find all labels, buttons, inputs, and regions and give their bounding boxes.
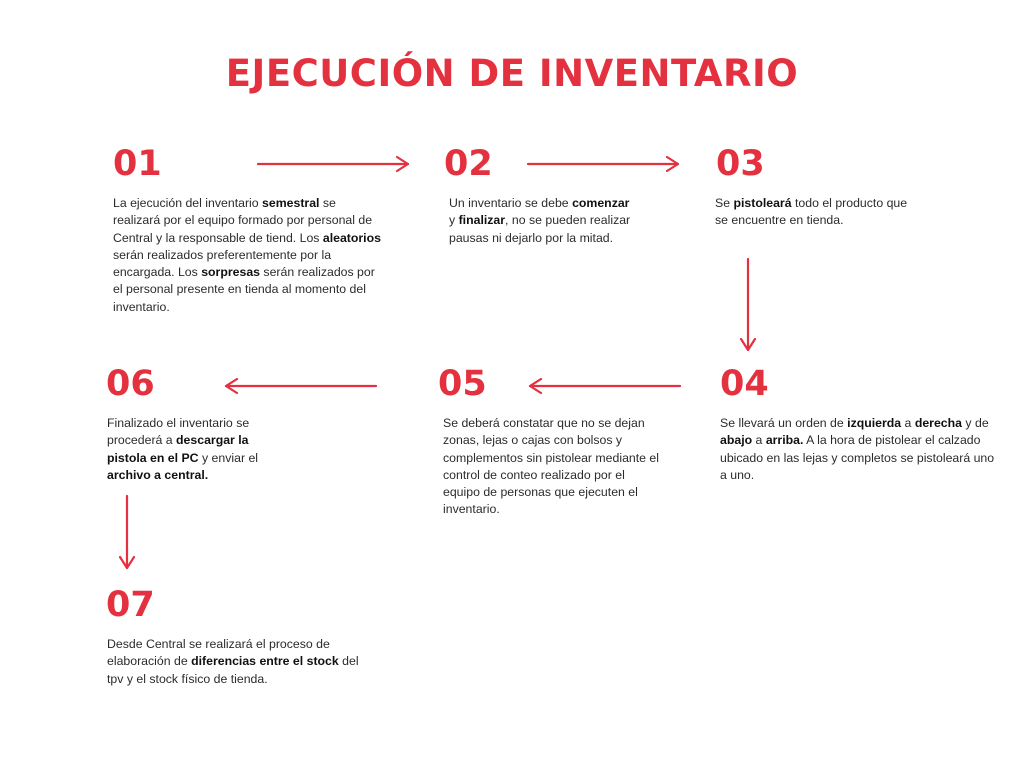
emphasis-text: diferencias entre el stock: [191, 654, 339, 669]
body-text: serán realizados preferentemente por la encargada. Los: [113, 247, 332, 280]
body-text: La ejecución del inventario: [113, 196, 263, 210]
step-02-number: 02: [444, 144, 493, 184]
emphasis-text: derecha: [914, 416, 962, 430]
step-04-number: 04: [720, 364, 769, 404]
page-title: EJECUCIÓN DE INVENTARIO: [225, 52, 799, 95]
body-text: Finalizado el inventario se procederá a: [107, 416, 250, 448]
body-text: del tpv y el stock físico de tienda.: [107, 654, 359, 686]
arrow-down-icon: [741, 259, 755, 350]
body-text: Se deberá constatar que no se dejan zonas, lejas o cajas con bolsos y complementos sin pistolear mediante el control de conteo realizado por el equipo de personas que ejecuten el inventario.: [443, 416, 659, 517]
step-01-number: 01: [113, 144, 162, 184]
body-text: a: [901, 416, 915, 430]
arrow-right-icon: [528, 157, 678, 171]
body-text: y enviar el: [198, 450, 259, 465]
body-text: y de: [962, 416, 989, 430]
body-text: Se: [715, 196, 734, 210]
body-text: y: [449, 213, 459, 228]
step-07-number: 07: [106, 585, 155, 625]
emphasis-text: arriba.: [765, 433, 804, 448]
body-text: Se llevará un orden de: [720, 416, 848, 430]
emphasis-text: descargar la pistola en el PC: [107, 433, 249, 465]
emphasis-text: archivo a central.: [107, 467, 209, 482]
body-text: , no se pueden realizar pausas ni dejarlo por la mitad.: [449, 213, 631, 245]
arrow-left-icon: [226, 379, 376, 393]
emphasis-text: pistoleará: [733, 196, 792, 210]
emphasis-text: sorpresas: [201, 265, 260, 280]
body-text: Un inventario se debe: [449, 196, 573, 210]
body-text: Desde Central se realizará el proceso de elaboración de: [107, 637, 330, 669]
body-text: A la hora de pistolear el calzado ubicado en las lejas y completos se pistoleará uno a uno.: [720, 433, 995, 482]
emphasis-text: izquierda: [847, 416, 902, 430]
emphasis-text: comenzar: [572, 196, 630, 210]
arrow-left-icon: [530, 379, 680, 393]
emphasis-text: finalizar: [458, 213, 506, 228]
step-03-number: 03: [716, 144, 765, 184]
step-06-number: 06: [106, 364, 155, 404]
body-text: serán realizados por el personal presente en tienda al momento del inventario.: [113, 265, 375, 314]
body-text: a: [752, 433, 766, 448]
arrow-right-icon: [258, 157, 408, 171]
body-text: todo el producto que se encuentre en tienda.: [715, 196, 908, 228]
emphasis-text: abajo: [720, 433, 753, 448]
arrow-down-icon: [120, 496, 134, 568]
body-text: se realizará por el equipo formado por personal de Central y la responsable de tiend. Los: [113, 196, 373, 245]
step-05-number: 05: [438, 364, 487, 404]
emphasis-text: aleatorios: [322, 230, 381, 245]
emphasis-text: semestral: [262, 196, 320, 210]
